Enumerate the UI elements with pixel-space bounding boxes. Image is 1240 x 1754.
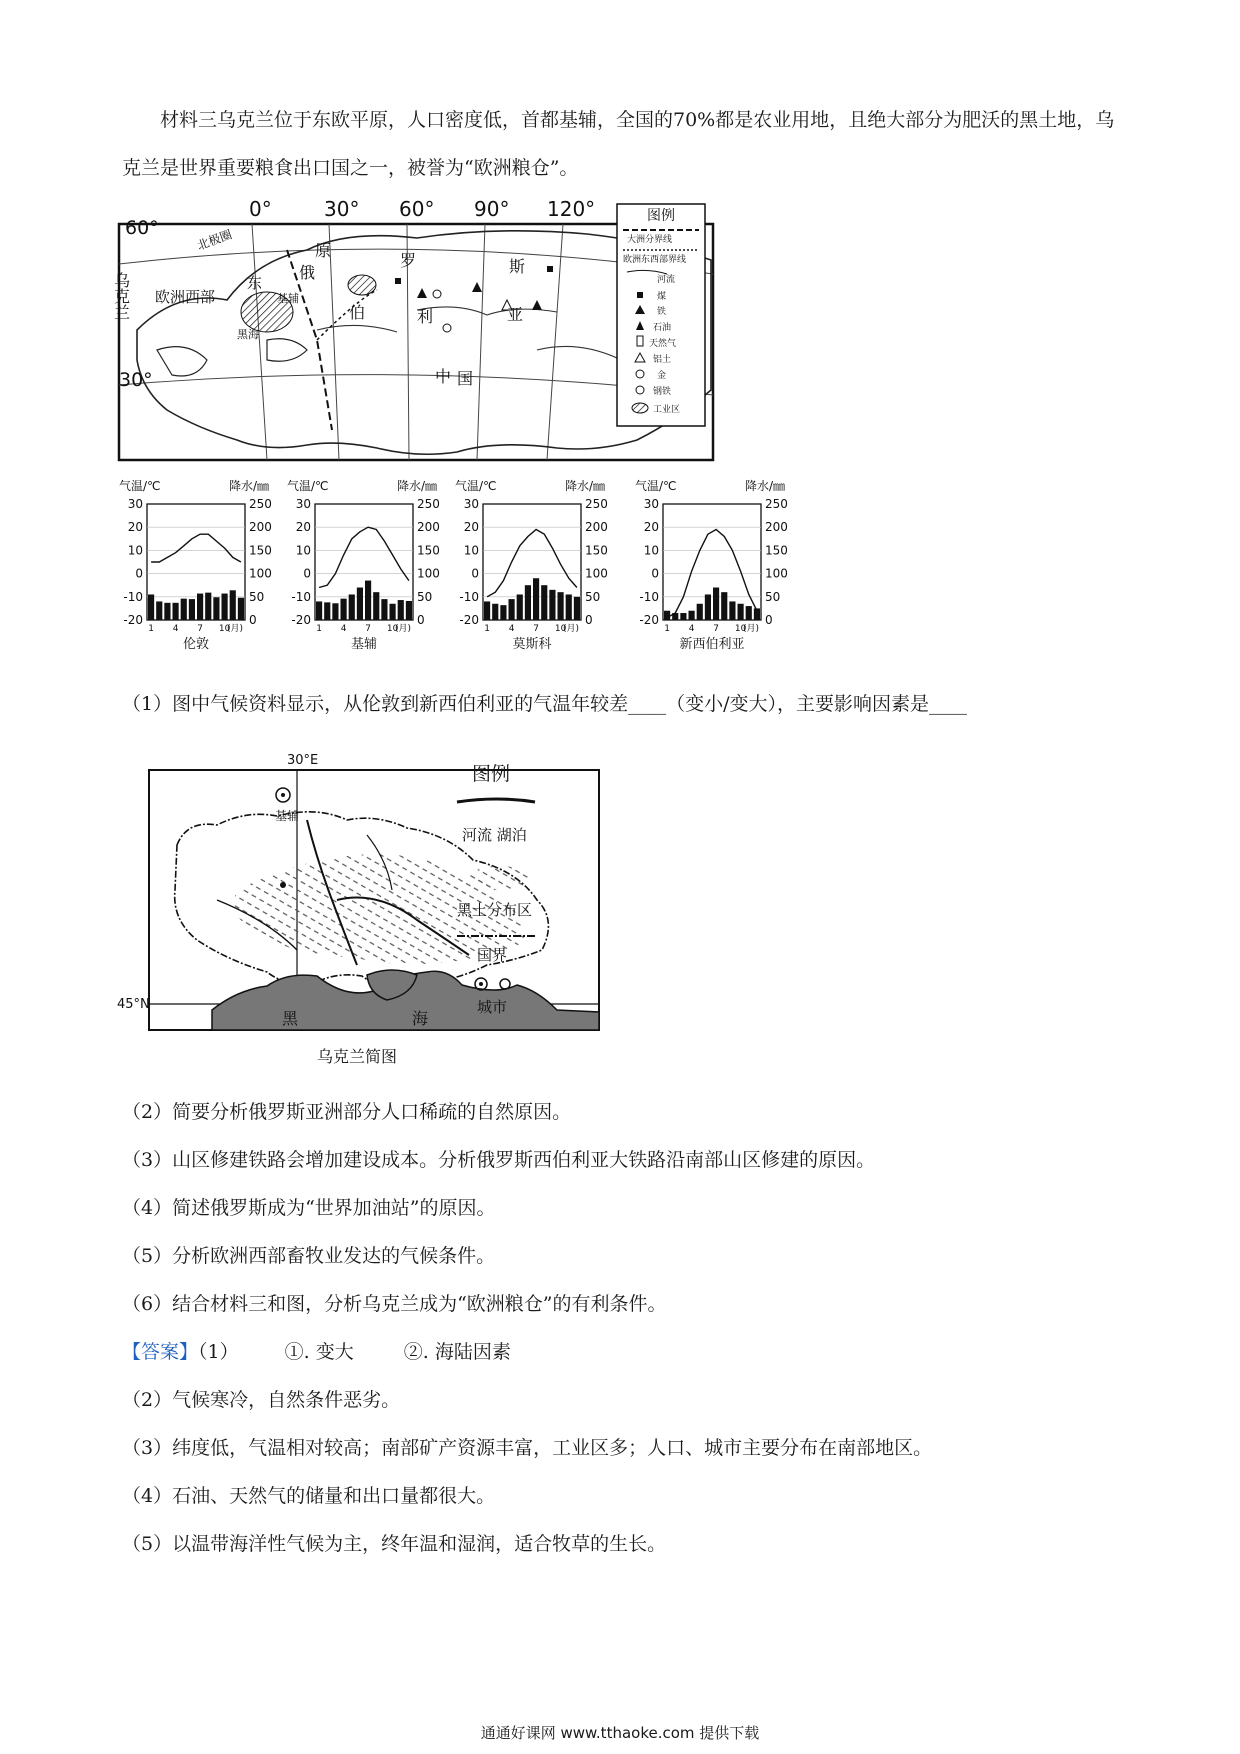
precip-tick: 100 bbox=[765, 566, 788, 581]
temp-axis-label: 气温/℃ bbox=[119, 479, 161, 493]
temp-tick: 10 bbox=[643, 543, 659, 558]
month-tick: 1 bbox=[484, 624, 490, 634]
answer-tag: 【答案】 bbox=[122, 1341, 199, 1363]
question-3: （3）山区修建铁路会增加建设成本。分析俄罗斯西伯利亚大铁路沿南部山区修建的原因。 bbox=[122, 1149, 876, 1171]
precip-tick: 150 bbox=[585, 543, 608, 558]
lon-label: 0° bbox=[249, 197, 272, 221]
answer-5: （5）以温带海洋性气候为主，终年温和湿润，适合牧草的生长。 bbox=[122, 1533, 667, 1555]
precip-bar bbox=[173, 603, 179, 620]
map-label: 罗 bbox=[400, 251, 417, 270]
precip-bar bbox=[332, 603, 338, 620]
answer-4: （4）石油、天然气的储量和出口量都很大。 bbox=[122, 1485, 496, 1507]
month-tick: 4 bbox=[340, 624, 347, 634]
question-2: （2）简要分析俄罗斯亚洲部分人口稀疏的自然原因。 bbox=[122, 1101, 572, 1123]
month-tick: (月) bbox=[394, 624, 411, 634]
precip-tick: 200 bbox=[765, 520, 788, 535]
temp-axis-label: 气温/℃ bbox=[455, 479, 497, 493]
legend-item: 大洲分界线 bbox=[627, 235, 673, 245]
precip-bar bbox=[729, 601, 735, 620]
precip-axis-label: 降水/㎜ bbox=[565, 479, 606, 493]
precip-bar bbox=[746, 606, 752, 620]
intro-paragraph: 材料三乌克兰位于东欧平原，人口密度低，首都基辅，全国的70%都是农业用地，且绝大部分为肥沃的黑土地，乌克兰是世界重要粮食出口国之一，被誉为“欧洲粮仓”。 bbox=[122, 109, 1115, 179]
month-tick: 7 bbox=[713, 624, 719, 634]
plot-frame bbox=[663, 504, 761, 620]
precip-tick: 50 bbox=[765, 589, 781, 604]
precip-bar bbox=[664, 611, 670, 620]
legend-item: 天然气 bbox=[649, 339, 677, 349]
city-label: 新西伯利亚 bbox=[679, 637, 745, 652]
question-5: （5）分析欧洲西部畜牧业发达的气候条件。 bbox=[122, 1245, 496, 1267]
precip-bar bbox=[558, 592, 564, 620]
answer-1-part: ②. 海陆因素 bbox=[403, 1341, 511, 1363]
temp-tick: 0 bbox=[135, 566, 143, 581]
answer-2: （2）气候寒冷，自然条件恶劣。 bbox=[122, 1389, 401, 1411]
temp-tick: 20 bbox=[643, 520, 659, 535]
temp-tick: -20 bbox=[291, 613, 311, 627]
temp-tick: 30 bbox=[643, 497, 659, 511]
precip-bar bbox=[705, 594, 711, 620]
month-tick: 7 bbox=[365, 624, 371, 634]
legend-item: 城市 bbox=[477, 998, 508, 1016]
legend-item: 河流 湖泊 bbox=[462, 826, 527, 844]
sea-label: 黑 bbox=[282, 1009, 299, 1028]
question-4: （4）简述俄罗斯成为“世界加油站”的原因。 bbox=[122, 1197, 496, 1219]
precip-tick: 0 bbox=[249, 613, 257, 627]
climate-charts bbox=[117, 478, 807, 666]
legend-title: 图例 bbox=[647, 208, 675, 224]
precip-tick: 150 bbox=[417, 543, 440, 558]
city-label: 基辅 bbox=[275, 809, 300, 823]
legend-item: 国界 bbox=[477, 946, 508, 964]
precip-bar bbox=[541, 585, 547, 620]
precip-tick: 0 bbox=[417, 613, 425, 627]
legend-item: 工业区 bbox=[653, 405, 681, 415]
month-tick: 1 bbox=[316, 624, 322, 634]
precip-bar bbox=[357, 588, 363, 620]
precip-bar bbox=[738, 604, 744, 620]
temp-line bbox=[151, 534, 241, 562]
month-tick: (月) bbox=[562, 624, 579, 634]
precip-bar bbox=[533, 578, 539, 620]
answer-3: （3）纬度低，气温相对较高；南部矿产资源丰富，工业区多；人口、城市主要分布在南部地区。 bbox=[122, 1437, 933, 1459]
precip-bar bbox=[509, 599, 515, 620]
temp-tick: 30 bbox=[127, 497, 143, 511]
legend-item: 河流 bbox=[657, 275, 676, 285]
precip-bar bbox=[492, 604, 498, 620]
map-label: 伯 bbox=[349, 303, 366, 322]
precip-tick: 250 bbox=[585, 497, 608, 511]
precip-bar bbox=[189, 599, 195, 620]
month-tick: 7 bbox=[533, 624, 539, 634]
precip-bar bbox=[316, 601, 322, 620]
temp-tick: -10 bbox=[459, 589, 479, 604]
map-label: 国 bbox=[457, 369, 474, 388]
answer-1 bbox=[122, 1338, 511, 1366]
map-label: 乌克兰 bbox=[111, 272, 131, 320]
map-label: 利 bbox=[417, 307, 434, 326]
map-label: 中 bbox=[435, 367, 452, 386]
asia-europe-map bbox=[111, 190, 807, 470]
precip-tick: 150 bbox=[765, 543, 788, 558]
precip-bar bbox=[381, 599, 387, 620]
temp-tick: 20 bbox=[127, 520, 143, 535]
precip-tick: 250 bbox=[765, 497, 788, 511]
legend-item: 铁 bbox=[657, 307, 667, 317]
lon-label: 90° bbox=[474, 197, 510, 221]
precip-tick: 0 bbox=[585, 613, 593, 627]
precip-bar bbox=[164, 603, 170, 620]
precip-axis-label: 降水/㎜ bbox=[745, 479, 786, 493]
temp-tick: 0 bbox=[471, 566, 479, 581]
precip-bar bbox=[484, 601, 490, 620]
precip-tick: 150 bbox=[249, 543, 272, 558]
precip-bar bbox=[324, 602, 330, 620]
precip-bar bbox=[566, 594, 572, 620]
precip-tick: 100 bbox=[417, 566, 440, 581]
month-tick: 4 bbox=[688, 624, 695, 634]
month-tick: 1 bbox=[664, 624, 670, 634]
precip-bar bbox=[148, 594, 154, 620]
precip-bar bbox=[205, 593, 211, 620]
precip-bar bbox=[713, 588, 719, 620]
precip-bar bbox=[697, 604, 703, 620]
precip-tick: 200 bbox=[249, 520, 272, 535]
map-label: 斯 bbox=[509, 257, 526, 276]
precip-bar bbox=[373, 592, 379, 620]
precip-bar bbox=[181, 599, 187, 620]
map-label: 黑海 bbox=[237, 328, 259, 341]
precip-bar bbox=[222, 594, 228, 620]
precip-bar bbox=[156, 601, 162, 620]
month-tick: (月) bbox=[742, 624, 759, 634]
precip-bar bbox=[680, 613, 686, 620]
lon-label: 60° bbox=[399, 197, 435, 221]
map-label: 原 bbox=[315, 241, 332, 260]
precip-tick: 50 bbox=[417, 589, 433, 604]
month-tick: 4 bbox=[172, 624, 179, 634]
precip-tick: 200 bbox=[585, 520, 608, 535]
temp-tick: -10 bbox=[639, 589, 659, 604]
city-label: 基辅 bbox=[350, 637, 378, 652]
precip-tick: 100 bbox=[585, 566, 608, 581]
temp-line bbox=[487, 530, 577, 597]
precip-bar bbox=[349, 594, 355, 620]
precip-bar bbox=[230, 590, 236, 620]
month-tick: 10 bbox=[554, 624, 567, 634]
arctic-circle-label: 北极圈 bbox=[195, 227, 234, 253]
precip-bar bbox=[390, 604, 396, 620]
precip-bar bbox=[500, 605, 506, 620]
temp-tick: -10 bbox=[291, 589, 311, 604]
temp-tick: 0 bbox=[303, 566, 311, 581]
temp-tick: 10 bbox=[295, 543, 311, 558]
temp-tick: 20 bbox=[295, 520, 311, 535]
legend-item: 钢铁 bbox=[653, 387, 672, 397]
question-1: （1）图中气候资料显示，从伦敦到新西伯利亚的气温年较差____（变小/变大），主要影响因素是____ bbox=[122, 693, 967, 715]
temp-tick: -10 bbox=[123, 589, 143, 604]
legend-item: 黑土分布区 bbox=[457, 901, 533, 919]
map-label: 亚 bbox=[507, 305, 524, 324]
month-tick: 4 bbox=[508, 624, 515, 634]
precip-tick: 0 bbox=[765, 613, 773, 627]
precip-bar bbox=[574, 597, 580, 620]
sea-label: 海 bbox=[412, 1009, 429, 1028]
precip-bar bbox=[721, 592, 727, 620]
temp-tick: 30 bbox=[295, 497, 311, 511]
month-tick: 1 bbox=[148, 624, 154, 634]
temp-line bbox=[319, 527, 409, 587]
temp-tick: -20 bbox=[459, 613, 479, 627]
answer-1-num: （1） bbox=[198, 1341, 239, 1363]
legend-item: 铝土 bbox=[653, 355, 672, 365]
ukraine-map bbox=[117, 750, 637, 1075]
map-caption: 乌克兰简图 bbox=[317, 1047, 398, 1066]
precip-axis-label: 降水/㎜ bbox=[229, 479, 270, 493]
precip-bar bbox=[197, 594, 203, 620]
legend-item: 金 bbox=[657, 371, 667, 381]
precip-bar bbox=[398, 600, 404, 620]
map-label: 俄 bbox=[299, 263, 316, 282]
lon-label: 30°E bbox=[287, 753, 319, 768]
precip-bar bbox=[549, 590, 555, 620]
month-tick: 10 bbox=[734, 624, 747, 634]
question-6: （6）结合材料三和图，分析乌克兰成为“欧洲粮仓”的有利条件。 bbox=[122, 1293, 667, 1315]
precip-bar bbox=[213, 597, 219, 620]
map-label: 东 bbox=[247, 274, 263, 292]
city-label: 伦敦 bbox=[182, 637, 210, 652]
precip-bar bbox=[689, 611, 695, 620]
precip-bar bbox=[517, 594, 523, 620]
temp-tick: -20 bbox=[123, 613, 143, 627]
temp-tick: 0 bbox=[651, 566, 659, 581]
precip-bar bbox=[365, 581, 371, 620]
precip-tick: 50 bbox=[249, 589, 265, 604]
city-label: 莫斯科 bbox=[512, 637, 552, 652]
precip-tick: 200 bbox=[417, 520, 440, 535]
precip-bar bbox=[341, 599, 347, 620]
precip-tick: 250 bbox=[249, 497, 272, 511]
precip-bar bbox=[525, 585, 531, 620]
temp-axis-label: 气温/℃ bbox=[635, 479, 677, 493]
lat-label: 45°N bbox=[117, 997, 150, 1012]
legend-item: 石油 bbox=[653, 323, 672, 333]
footer: 通通好课网 www.tthaoke.com 提供下载 bbox=[480, 1724, 760, 1742]
temp-tick: 10 bbox=[127, 543, 143, 558]
legend-item: 煤 bbox=[657, 292, 667, 302]
precip-axis-label: 降水/㎜ bbox=[397, 479, 438, 493]
precip-tick: 50 bbox=[585, 589, 601, 604]
map-label: 欧洲西部 bbox=[155, 288, 216, 306]
map-label: 基辅 bbox=[277, 292, 299, 305]
temp-axis-label: 气温/℃ bbox=[287, 479, 329, 493]
temp-tick: 10 bbox=[463, 543, 479, 558]
temp-tick: 20 bbox=[463, 520, 479, 535]
legend-item: 欧洲东西部界线 bbox=[623, 255, 687, 265]
precip-tick: 100 bbox=[249, 566, 272, 581]
lat-label: 60° bbox=[125, 217, 159, 239]
month-tick: (月) bbox=[226, 624, 243, 634]
month-tick: 7 bbox=[197, 624, 203, 634]
lon-label: 30° bbox=[324, 197, 360, 221]
temp-tick: 30 bbox=[463, 497, 479, 511]
month-tick: 10 bbox=[386, 624, 399, 634]
legend-title: 图例 bbox=[472, 763, 511, 785]
precip-tick: 250 bbox=[417, 497, 440, 511]
lon-label: 120° bbox=[547, 197, 596, 221]
precip-bar bbox=[406, 601, 412, 620]
answer-1-part: ①. 变大 bbox=[284, 1341, 354, 1363]
month-tick: 10 bbox=[218, 624, 231, 634]
temp-tick: -20 bbox=[639, 613, 659, 627]
lat-label: 30° bbox=[119, 369, 153, 391]
precip-bar bbox=[238, 598, 244, 620]
